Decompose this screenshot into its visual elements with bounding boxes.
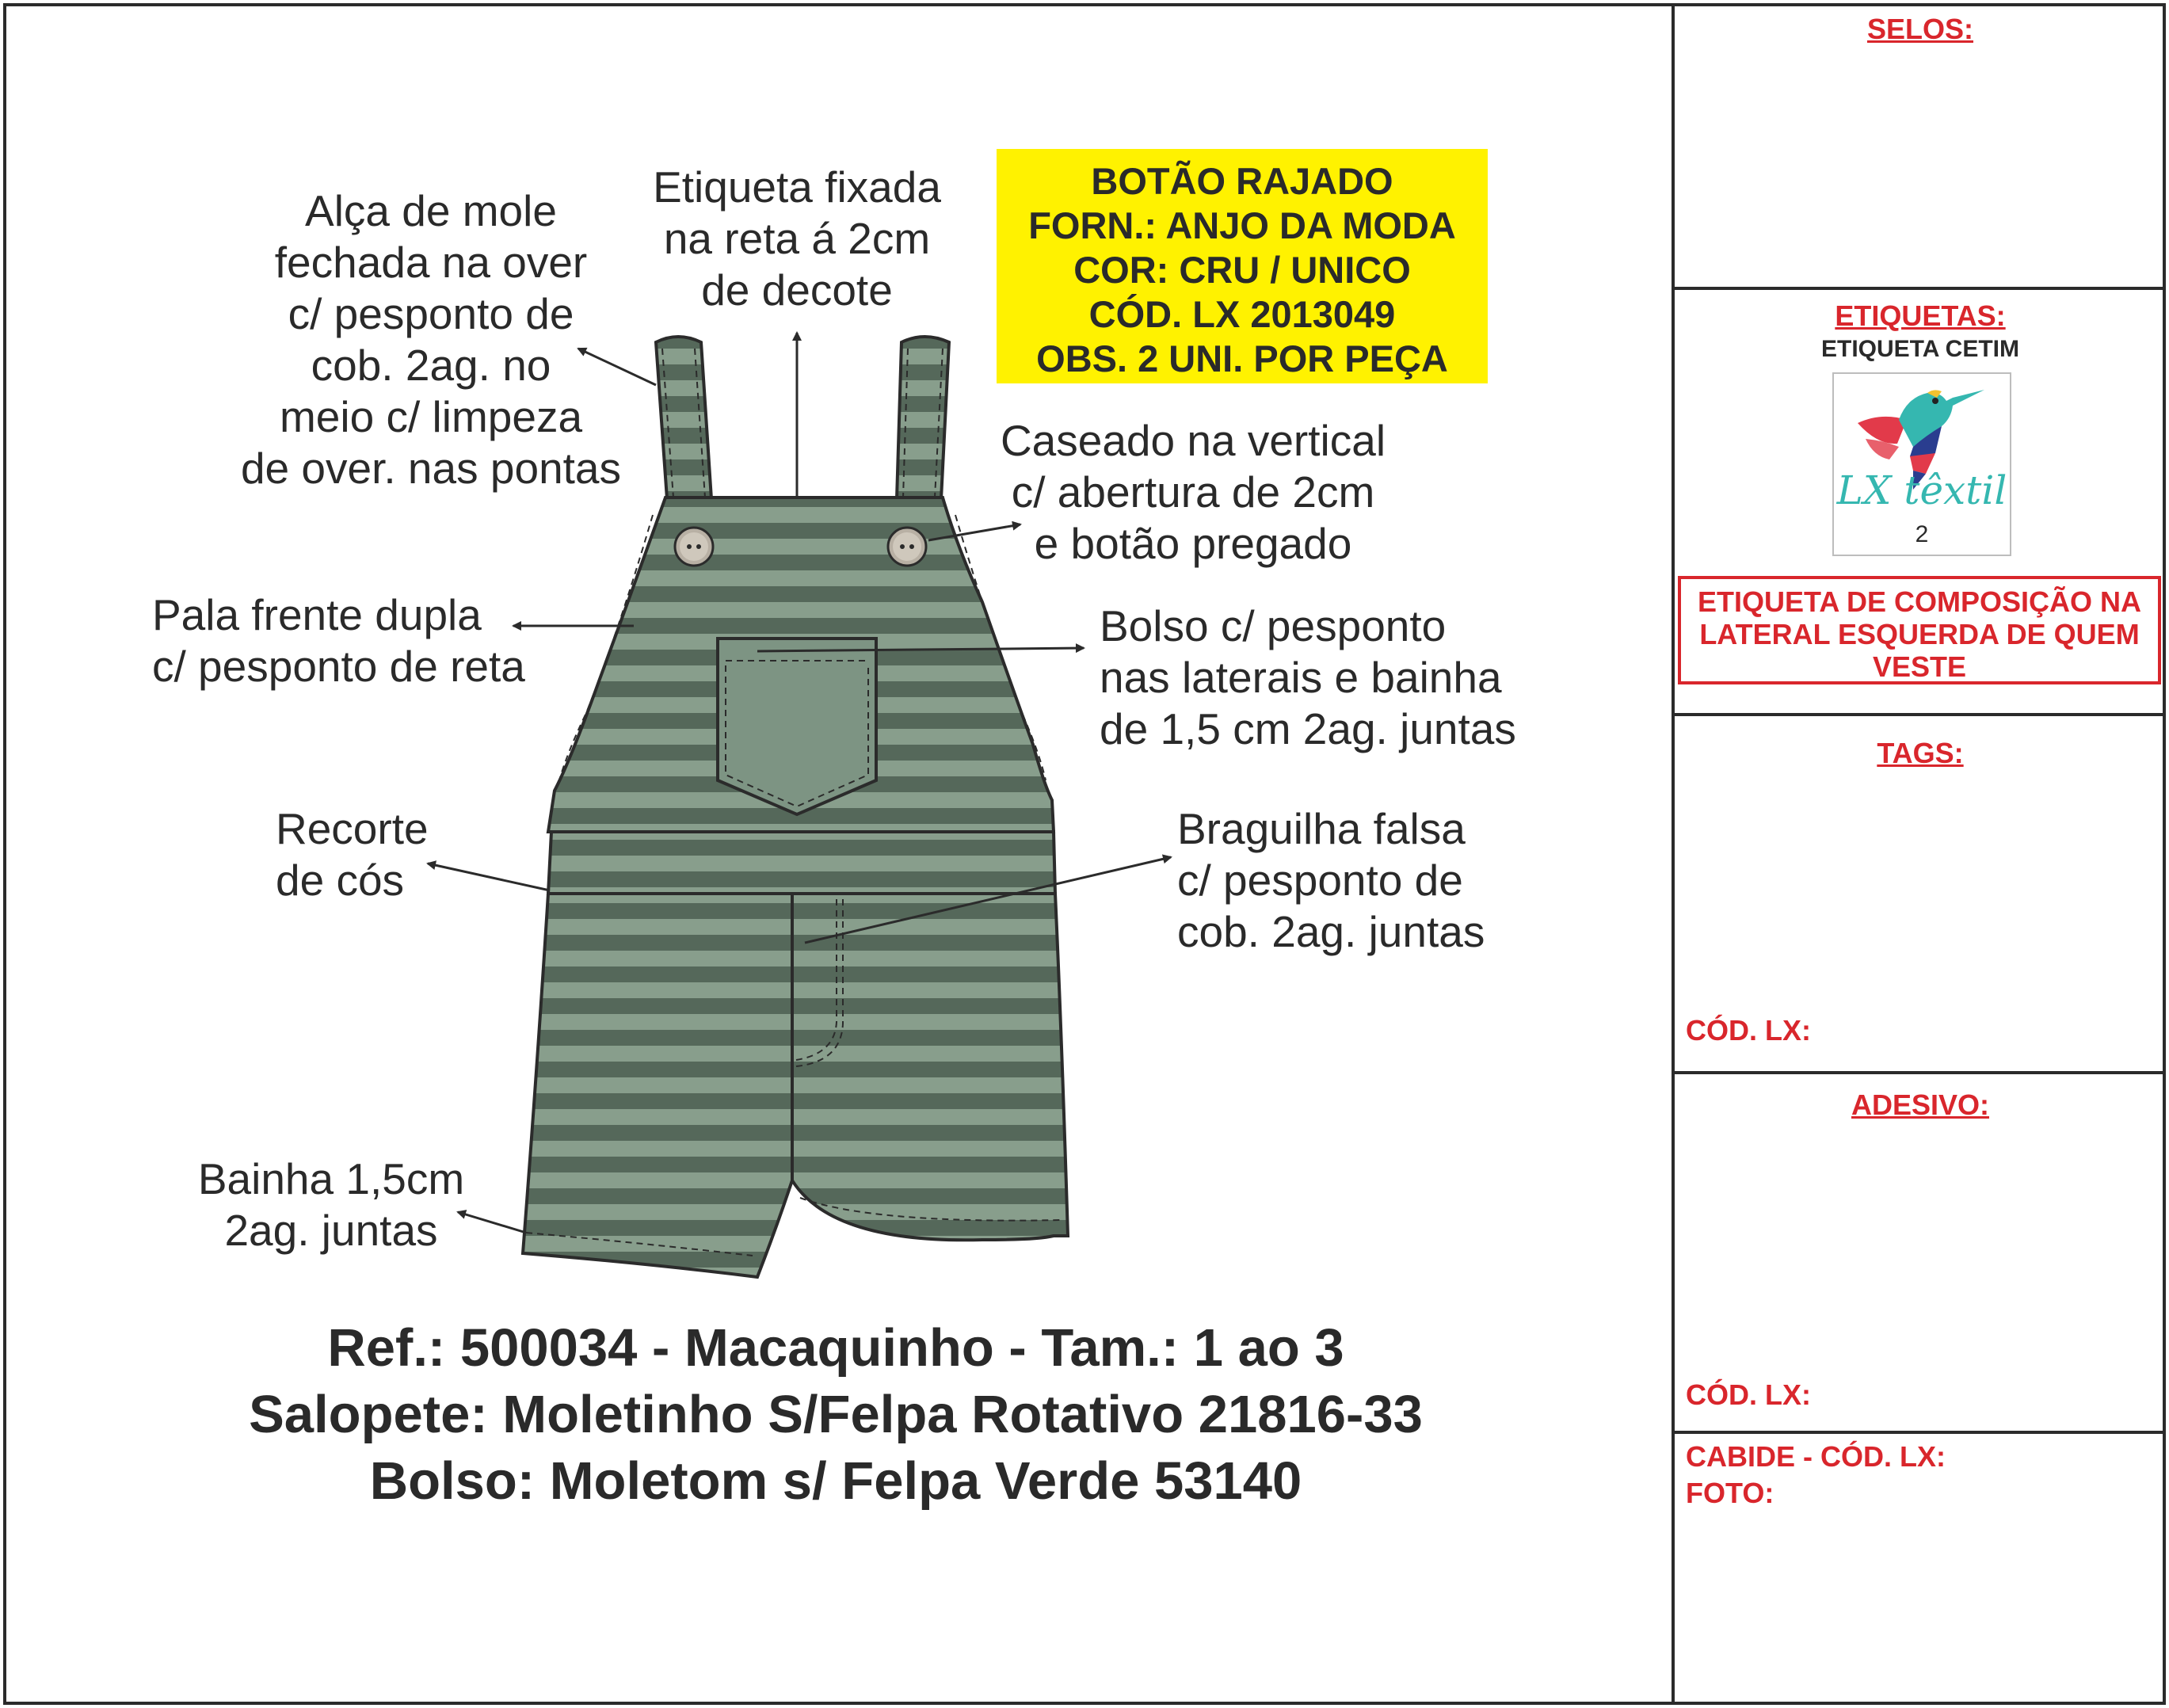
note-line: meio c/ limpeza: [279, 392, 583, 441]
note-line: Bainha 1,5cm: [197, 1154, 465, 1203]
leader-bainha: [458, 1212, 526, 1233]
section-tags: [1675, 716, 2166, 1074]
note-line: de cós: [276, 856, 405, 905]
pocket: [718, 639, 876, 814]
note-line: e botão pregado: [1034, 519, 1352, 568]
title-line-salopete: Salopete: Moletinho S/Felpa Rotativo 21816-33: [249, 1385, 1423, 1444]
lx-textil-label: [1832, 372, 2011, 556]
note-line: c/ pesponto de: [288, 289, 574, 338]
note-caseado: [979, 415, 1407, 570]
note-line: Bolso c/ pesponto: [1100, 601, 1447, 650]
selos-heading: SELOS:: [1866, 13, 1973, 45]
note-line: cob. 2ag. juntas: [1177, 907, 1485, 956]
tags-cod-lx: CÓD. LX:: [1686, 1014, 1811, 1047]
title-line-ref: Ref.: 500034 - Macaquinho - Tam.: 1 ao 3: [327, 1318, 1344, 1378]
note-recorte: [276, 803, 429, 906]
button-spec-box: [997, 149, 1488, 383]
section-cabide: [1675, 1434, 2166, 1705]
lx-textil-logo-text: LX têxtil: [1836, 467, 2007, 513]
adesivo-heading: ADESIVO:: [1851, 1088, 1990, 1121]
left-button: [675, 528, 713, 566]
note-pala: [152, 589, 525, 692]
leader-recorte: [428, 864, 550, 890]
note-line: Recorte: [276, 804, 429, 853]
note-line: na reta á 2cm: [663, 214, 931, 263]
button-spec-line: FORN.: ANJO DA MODA: [1028, 204, 1456, 246]
note-line: Pala frente dupla: [152, 590, 482, 639]
note-bainha: [196, 1153, 466, 1256]
composition-line: VESTE: [1872, 650, 1967, 683]
shorts: [523, 894, 1068, 1277]
right-panel: [1672, 3, 2166, 1705]
note-line: fechada na over: [274, 238, 588, 287]
note-line: 2ag. juntas: [224, 1206, 438, 1255]
note-line: Etiqueta fixada: [653, 162, 941, 212]
note-braguilha: [1177, 803, 1485, 958]
note-line: Alça de mole: [305, 186, 557, 235]
note-line: c/ pesponto de reta: [152, 642, 525, 691]
note-line: Braguilha falsa: [1177, 804, 1466, 853]
composition-line: ETIQUETA DE COMPOSIÇÃO NA: [1697, 585, 2142, 618]
note-line: Caseado na vertical: [1000, 416, 1386, 465]
note-line: de over. nas pontas: [240, 444, 622, 493]
etiqueta-cetim-label: ETIQUETA CETIM: [1821, 336, 2019, 362]
note-line: cob. 2ag. no: [311, 341, 551, 390]
note-line: de 1,5 cm 2ag. juntas: [1100, 704, 1516, 753]
lx-textil-number: 2: [1915, 521, 1929, 547]
note-line: c/ abertura de 2cm: [1011, 467, 1375, 517]
adesivo-cod-lx: CÓD. LX:: [1686, 1378, 1811, 1411]
note-line: c/ pesponto de: [1177, 856, 1463, 905]
section-selos: [1675, 3, 2166, 290]
etiquetas-heading: ETIQUETAS:: [1835, 299, 2006, 332]
waistband: [548, 832, 1055, 894]
note-etiqueta-fixada: [631, 162, 963, 316]
note-line: nas laterais e bainha: [1100, 653, 1502, 702]
cabide-cod-lx: CABIDE - CÓD. LX:: [1686, 1440, 1946, 1473]
note-bolso: [1100, 600, 1516, 755]
composition-line: LATERAL ESQUERDA DE QUEM: [1699, 618, 2140, 650]
button-spec-line: BOTÃO RAJADO: [1091, 160, 1393, 202]
button-spec-line: OBS. 2 UNI. POR PEÇA: [1036, 337, 1448, 379]
button-spec-line: COR: CRU / UNICO: [1073, 249, 1411, 291]
note-alca: [225, 185, 637, 494]
note-line: de decote: [701, 265, 893, 315]
tags-heading: TAGS:: [1877, 737, 1964, 769]
right-button: [888, 528, 926, 566]
product-title: [0, 1315, 1672, 1515]
button-spec-line: CÓD. LX 2013049: [1088, 293, 1396, 335]
section-adesivo: [1675, 1074, 2166, 1434]
foto-label: FOTO:: [1686, 1477, 1774, 1509]
title-line-bolso: Bolso: Moletom s/ Felpa Verde 53140: [369, 1451, 1302, 1511]
composition-label-note: [1678, 576, 2161, 684]
